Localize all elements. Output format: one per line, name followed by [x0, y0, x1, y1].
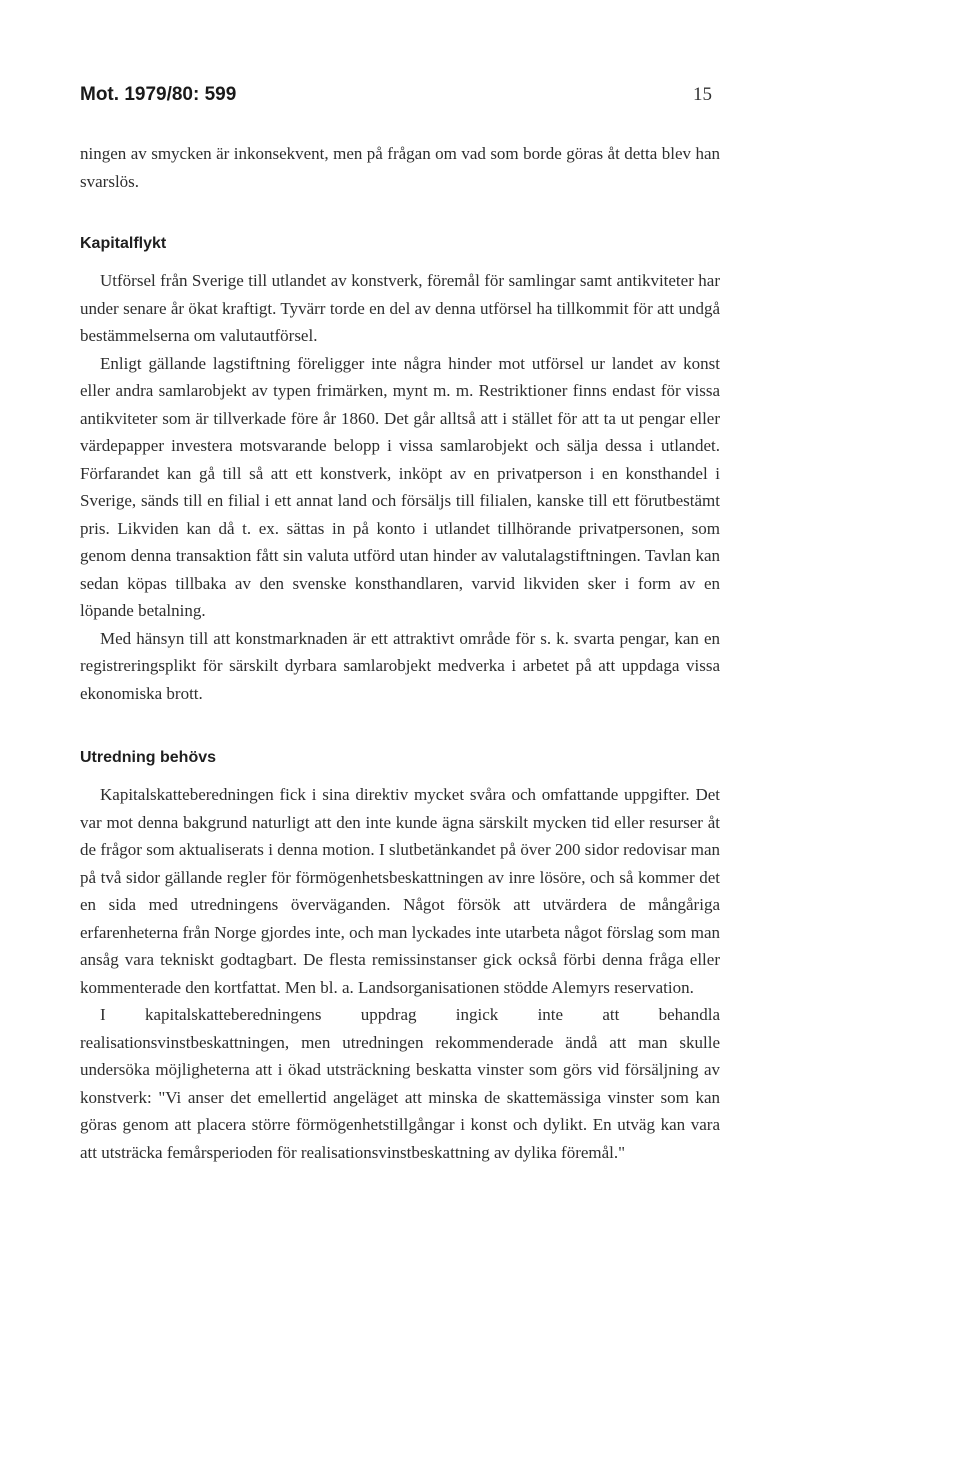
body-paragraph: Utförsel från Sverige till utlandet av konstverk, föremål för samlingar samt antikviteter har under senare år ökat kraftigt. Tyvärr torde en del av denna utförsel ha tillkommit för att undgå bestämmelserna om valutautförsel.: [80, 271, 720, 345]
body-paragraph: Med hänsyn till att konstmarknaden är ett attraktivt område för s. k. svarta pengar, kan en registreringsplikt för särskilt dyrbara samlarobjekt medverka i arbetet på att uppdaga vissa ekonomiska brott.: [80, 628, 720, 703]
page-header: [80, 84, 712, 112]
body-paragraph: I kapitalskatteberedningens uppdrag ingick inte att behandla realisationsvinstbeskattningen, men utredningen rekommenderade ändå att man skulle undersöka möjligheterna att i ökad utsträckning beskatta vinster som görs vid försäljning av konstverk: "Vi anser det emellertid angeläget att minska de skattemässiga vinster som kan göras genom att placera större förmögenhetstillgångar i konst och dylikt. En utväg kan vara att utsträcka femårsperioden för realisationsvinstbeskattning av dylika föremål.": [80, 1005, 720, 1162]
document-body: [80, 140, 720, 1166]
body-paragraph: Enligt gällande lagstiftning föreligger inte några hinder mot utförsel ur landet av konst eller andra samlarobjekt av typen frimärken, mynt m. m. Restriktioner finns endast för vissa antikviteter som är tillverkade före år 1860. Det går alltså att i stället för att ta ut pengar eller värdepapper investera motsvarande belopp i vissa samlarobjekt och sälja dessa i utlandet. Förfarandet kan gå till så att ett konstverk, inköpt av en privatperson i en konsthandel i Sverige, sänds till en filial i ett annat land och försäljs till filialen, kanske till ett förutbestämt pris. Likviden kan då t. ex. sättas in på konto i utlandet tillhörande privatpersonen, som genom denna transaktion fått sin valuta utförd utan hinder av valutalagstiftningen. Tavlan kan sedan köpas tillbaka av den svenske konsthandlaren, varvid likviden sker i form av en löpande betalning.: [80, 353, 720, 620]
intro-paragraph: ningen av smycken är inkonsekvent, men på frågan om vad som borde göras åt detta blev han svarslös.: [80, 144, 720, 191]
body-paragraph: Kapitalskatteberedningen fick i sina direktiv mycket svåra och omfattande uppgifter. Det var mot denna bakgrund naturligt att den inte kunde ägna särskilt mycken tid eller resurser åt de frågor som aktualiserats i denna motion. I slutbetänkandet på över 200 sidor redovisar man på två sidor gällande regler för förmögenhetsbeskattningen av inre lösöre, och så kommer det en sida med utredningens överväganden. Något försök att utvärdera de mångåriga erfarenheterna från Norge gjordes inte, och man lyckades inte utarbeta något förslag som man ansåg vara tekniskt godtagbart. De flesta remissinstanser gick också förbi denna fråga eller kommenterade den kortfattat. Men bl. a. Landsorganisationen stödde Alemyrs reservation.: [80, 785, 720, 997]
page-number: 15: [693, 84, 712, 105]
section-heading-kapitalflykt: Kapitalflykt: [80, 235, 167, 252]
document-reference: Mot. 1979/80: 599: [80, 84, 237, 105]
section-heading-utredning-behovs: Utredning behövs: [80, 749, 217, 766]
